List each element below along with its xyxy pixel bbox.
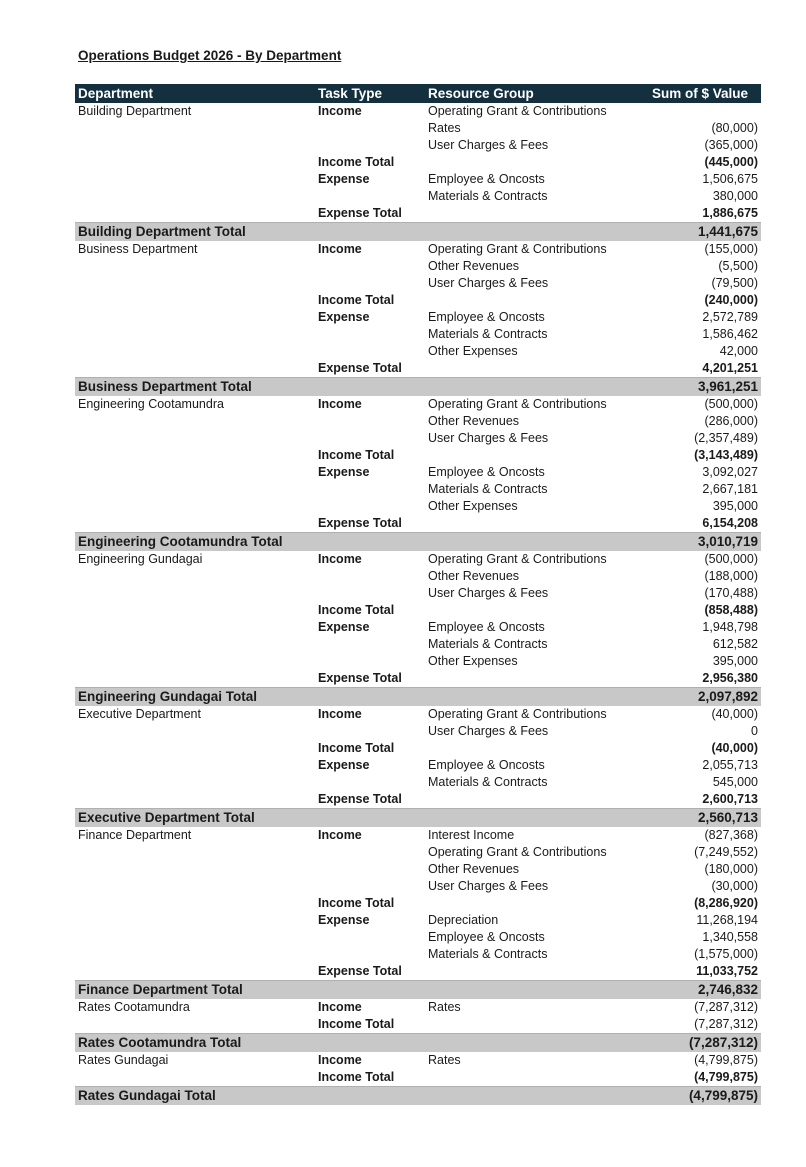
task-type-cell[interactable]: Income Total: [318, 1070, 395, 1084]
table-row: [75, 396, 761, 413]
value-cell[interactable]: 380,000: [712, 189, 758, 203]
task-type-cell[interactable]: Expense: [318, 172, 370, 186]
resource-group-cell[interactable]: Other Expenses: [428, 499, 518, 513]
table-header: [75, 84, 761, 103]
table-row: [75, 568, 761, 585]
value-cell[interactable]: 11,268,194: [696, 913, 758, 927]
resource-group-cell[interactable]: Materials & Contracts: [428, 327, 548, 341]
table-row: [75, 413, 761, 430]
department-cell[interactable]: Executive Department Total: [78, 810, 255, 825]
table-row: [75, 464, 761, 481]
table-row: [75, 241, 761, 258]
task-type-cell[interactable]: Income: [318, 104, 362, 118]
value-cell[interactable]: (8,286,920): [694, 896, 758, 910]
value-cell[interactable]: (7,249,552): [694, 845, 758, 859]
subtotal-row: [75, 740, 761, 757]
table-row: [75, 1052, 761, 1069]
table-row: [75, 706, 761, 723]
table-row: [75, 430, 761, 447]
header-resource-group[interactable]: Resource Group: [428, 86, 534, 101]
value-cell[interactable]: (500,000): [704, 397, 758, 411]
department-cell[interactable]: Rates Cootamundra Total: [78, 1035, 242, 1050]
value-cell[interactable]: (445,000): [704, 155, 758, 169]
department-total-row: [75, 808, 761, 827]
resource-group-cell[interactable]: Rates: [428, 1000, 461, 1014]
resource-group-cell[interactable]: Employee & Oncosts: [428, 620, 545, 634]
value-cell[interactable]: 1,886,675: [702, 206, 758, 220]
resource-group-cell[interactable]: Employee & Oncosts: [428, 758, 545, 772]
table-row: [75, 137, 761, 154]
department-cell[interactable]: Business Department: [78, 242, 198, 256]
department-total-row: [75, 222, 761, 241]
task-type-cell[interactable]: Income Total: [318, 896, 395, 910]
table-row: [75, 999, 761, 1016]
resource-group-cell[interactable]: Materials & Contracts: [428, 775, 548, 789]
value-cell[interactable]: (40,000): [711, 741, 758, 755]
resource-group-cell[interactable]: Other Revenues: [428, 414, 520, 428]
task-type-cell[interactable]: Income: [318, 1053, 362, 1067]
resource-group-cell[interactable]: Materials & Contracts: [428, 947, 548, 961]
task-type-cell[interactable]: Income Total: [318, 448, 395, 462]
department-cell[interactable]: Rates Gundagai: [78, 1053, 169, 1067]
resource-group-cell[interactable]: Depreciation: [428, 913, 499, 927]
table-row: [75, 343, 761, 360]
value-cell[interactable]: 1,948,798: [702, 620, 758, 634]
department-total-row: [75, 377, 761, 396]
header-department[interactable]: Department: [78, 86, 154, 101]
resource-group-cell[interactable]: Materials & Contracts: [428, 482, 548, 496]
table-row: [75, 120, 761, 137]
table-row: [75, 326, 761, 343]
subtotal-row: [75, 154, 761, 171]
resource-group-cell[interactable]: Employee & Oncosts: [428, 310, 545, 324]
department-total-row: [75, 532, 761, 551]
value-cell[interactable]: (79,500): [711, 276, 758, 290]
value-cell[interactable]: 2,560,713: [697, 810, 758, 825]
value-cell[interactable]: (858,488): [704, 603, 758, 617]
resource-group-cell[interactable]: Operating Grant & Contributions: [428, 397, 607, 411]
resource-group-cell[interactable]: Employee & Oncosts: [428, 930, 545, 944]
resource-group-cell[interactable]: Rates: [428, 1053, 461, 1067]
value-cell[interactable]: 2,600,713: [702, 792, 758, 806]
subtotal-row: [75, 1069, 761, 1086]
value-cell[interactable]: 2,055,713: [702, 758, 758, 772]
table-row: [75, 103, 761, 120]
department-cell[interactable]: Executive Department: [78, 707, 201, 721]
value-cell[interactable]: 395,000: [712, 499, 758, 513]
subtotal-row: [75, 515, 761, 532]
value-cell[interactable]: (365,000): [704, 138, 758, 152]
department-cell[interactable]: Business Department Total: [78, 379, 252, 394]
value-cell[interactable]: 2,097,892: [697, 689, 758, 704]
value-cell[interactable]: (170,488): [704, 586, 758, 600]
subtotal-row: [75, 292, 761, 309]
table-row: [75, 774, 761, 791]
header-value[interactable]: Sum of $ Value: [651, 86, 748, 101]
value-cell[interactable]: 1,506,675: [702, 172, 758, 186]
table-row: [75, 551, 761, 568]
department-total-row: [75, 1086, 761, 1105]
value-cell[interactable]: (1,575,000): [694, 947, 758, 961]
resource-group-cell[interactable]: Operating Grant & Contributions: [428, 104, 607, 118]
resource-group-cell[interactable]: User Charges & Fees: [428, 276, 549, 290]
table-row: [75, 912, 761, 929]
table-row: [75, 946, 761, 963]
value-cell[interactable]: (500,000): [704, 552, 758, 566]
value-cell[interactable]: (7,287,312): [688, 1035, 758, 1050]
department-cell[interactable]: Building Department Total: [78, 224, 246, 239]
task-type-cell[interactable]: Expense Total: [318, 206, 402, 220]
value-cell[interactable]: 2,746,832: [697, 982, 758, 997]
table-row: [75, 636, 761, 653]
task-type-cell[interactable]: Income Total: [318, 603, 395, 617]
department-total-row: [75, 1033, 761, 1052]
department-cell[interactable]: Engineering Cootamundra Total: [78, 534, 283, 549]
task-type-cell[interactable]: Income: [318, 397, 362, 411]
task-type-cell[interactable]: Expense Total: [318, 361, 402, 375]
value-cell[interactable]: (155,000): [704, 242, 758, 256]
value-cell[interactable]: (827,368): [704, 828, 758, 842]
task-type-cell[interactable]: Expense: [318, 913, 370, 927]
task-type-cell[interactable]: Income Total: [318, 293, 395, 307]
resource-group-cell[interactable]: Materials & Contracts: [428, 189, 548, 203]
table-row: [75, 827, 761, 844]
task-type-cell[interactable]: Expense Total: [318, 792, 402, 806]
value-cell[interactable]: (4,799,875): [688, 1088, 758, 1103]
value-cell[interactable]: 3,092,027: [702, 465, 758, 479]
department-cell[interactable]: Engineering Cootamundra: [78, 397, 224, 411]
value-cell[interactable]: (286,000): [704, 414, 758, 428]
task-type-cell[interactable]: Expense Total: [318, 671, 402, 685]
budget-table: [75, 84, 761, 1105]
subtotal-row: [75, 447, 761, 464]
resource-group-cell[interactable]: Employee & Oncosts: [428, 465, 545, 479]
task-type-cell[interactable]: Expense: [318, 465, 370, 479]
table-body: [75, 103, 761, 1105]
subtotal-row: [75, 670, 761, 687]
table-row: [75, 481, 761, 498]
table-row: [75, 929, 761, 946]
value-cell[interactable]: (40,000): [711, 707, 758, 721]
resource-group-cell[interactable]: User Charges & Fees: [428, 138, 549, 152]
department-cell[interactable]: Engineering Gundagai: [78, 552, 203, 566]
task-type-cell[interactable]: Expense: [318, 310, 370, 324]
value-cell[interactable]: (5,500): [718, 259, 758, 273]
department-cell[interactable]: Building Department: [78, 104, 192, 118]
subtotal-row: [75, 205, 761, 222]
resource-group-cell[interactable]: Other Revenues: [428, 569, 520, 583]
table-row: [75, 309, 761, 326]
resource-group-cell[interactable]: Other Revenues: [428, 862, 520, 876]
subtotal-row: [75, 791, 761, 808]
report-title: Operations Budget 2026 - By Department: [78, 48, 342, 63]
value-cell[interactable]: 395,000: [712, 654, 758, 668]
value-cell[interactable]: (4,799,875): [694, 1070, 758, 1084]
subtotal-row: [75, 895, 761, 912]
value-cell[interactable]: 1,586,462: [702, 327, 758, 341]
resource-group-cell[interactable]: Interest Income: [428, 828, 515, 842]
value-cell[interactable]: (188,000): [704, 569, 758, 583]
department-cell[interactable]: Engineering Gundagai Total: [78, 689, 258, 704]
value-cell[interactable]: (240,000): [704, 293, 758, 307]
value-cell[interactable]: 4,201,251: [702, 361, 758, 375]
resource-group-cell[interactable]: User Charges & Fees: [428, 724, 549, 738]
department-cell[interactable]: Rates Gundagai Total: [78, 1088, 216, 1103]
value-cell[interactable]: 2,956,380: [702, 671, 758, 685]
value-cell[interactable]: (7,287,312): [694, 1017, 758, 1031]
value-cell[interactable]: 3,010,719: [697, 534, 758, 549]
task-type-cell[interactable]: Income Total: [318, 1017, 395, 1031]
table-row: [75, 258, 761, 275]
value-cell[interactable]: (2,357,489): [694, 431, 758, 445]
resource-group-cell[interactable]: User Charges & Fees: [428, 879, 549, 893]
table-row: [75, 861, 761, 878]
task-type-cell[interactable]: Expense: [318, 758, 370, 772]
table-row: [75, 757, 761, 774]
resource-group-cell[interactable]: Operating Grant & Contributions: [428, 707, 607, 721]
value-cell[interactable]: 2,572,789: [702, 310, 758, 324]
subtotal-row: [75, 602, 761, 619]
task-type-cell[interactable]: Expense: [318, 620, 370, 634]
resource-group-cell[interactable]: Operating Grant & Contributions: [428, 845, 607, 859]
task-type-cell[interactable]: Expense Total: [318, 516, 402, 530]
table-row: [75, 619, 761, 636]
department-cell[interactable]: Finance Department: [78, 828, 192, 842]
resource-group-cell[interactable]: Materials & Contracts: [428, 637, 548, 651]
value-cell[interactable]: 1,340,558: [702, 930, 758, 944]
task-type-cell[interactable]: Income: [318, 552, 362, 566]
table-row: [75, 275, 761, 292]
table-row: [75, 585, 761, 602]
value-cell[interactable]: (180,000): [704, 862, 758, 876]
table-row: [75, 844, 761, 861]
value-cell[interactable]: 1,441,675: [697, 224, 758, 239]
value-cell[interactable]: 612,582: [712, 637, 758, 651]
value-cell[interactable]: (30,000): [711, 879, 758, 893]
subtotal-row: [75, 963, 761, 980]
resource-group-cell[interactable]: Operating Grant & Contributions: [428, 552, 607, 566]
resource-group-cell[interactable]: User Charges & Fees: [428, 586, 549, 600]
task-type-cell[interactable]: Income: [318, 828, 362, 842]
value-cell[interactable]: 0: [751, 724, 758, 738]
value-cell[interactable]: 2,667,181: [702, 482, 758, 496]
table-row: [75, 878, 761, 895]
value-cell[interactable]: 545,000: [712, 775, 758, 789]
resource-group-cell[interactable]: Other Expenses: [428, 344, 518, 358]
value-cell[interactable]: 11,033,752: [696, 964, 758, 978]
value-cell[interactable]: (3,143,489): [694, 448, 758, 462]
task-type-cell[interactable]: Income: [318, 242, 362, 256]
table-row: [75, 171, 761, 188]
value-cell[interactable]: 6,154,208: [702, 516, 758, 530]
task-type-cell[interactable]: Expense Total: [318, 964, 402, 978]
task-type-cell[interactable]: Income: [318, 1000, 362, 1014]
table-row: [75, 498, 761, 515]
department-total-row: [75, 980, 761, 999]
subtotal-row: [75, 1016, 761, 1033]
task-type-cell[interactable]: Income: [318, 707, 362, 721]
department-cell[interactable]: Rates Cootamundra: [78, 1000, 190, 1014]
value-cell[interactable]: 42,000: [719, 344, 758, 358]
resource-group-cell[interactable]: Rates: [428, 121, 461, 135]
table-row: [75, 653, 761, 670]
table-row: [75, 188, 761, 205]
resource-group-cell[interactable]: Employee & Oncosts: [428, 172, 545, 186]
header-task-type[interactable]: Task Type: [318, 86, 383, 101]
task-type-cell[interactable]: Income Total: [318, 155, 395, 169]
value-cell[interactable]: (80,000): [711, 121, 758, 135]
resource-group-cell[interactable]: Other Revenues: [428, 259, 520, 273]
value-cell[interactable]: 3,961,251: [697, 379, 758, 394]
value-cell[interactable]: (7,287,312): [694, 1000, 758, 1014]
resource-group-cell[interactable]: User Charges & Fees: [428, 431, 549, 445]
resource-group-cell[interactable]: Other Expenses: [428, 654, 518, 668]
value-cell[interactable]: (4,799,875): [694, 1053, 758, 1067]
task-type-cell[interactable]: Income Total: [318, 741, 395, 755]
department-cell[interactable]: Finance Department Total: [78, 982, 243, 997]
resource-group-cell[interactable]: Operating Grant & Contributions: [428, 242, 607, 256]
department-total-row: [75, 687, 761, 706]
subtotal-row: [75, 360, 761, 377]
table-row: [75, 723, 761, 740]
